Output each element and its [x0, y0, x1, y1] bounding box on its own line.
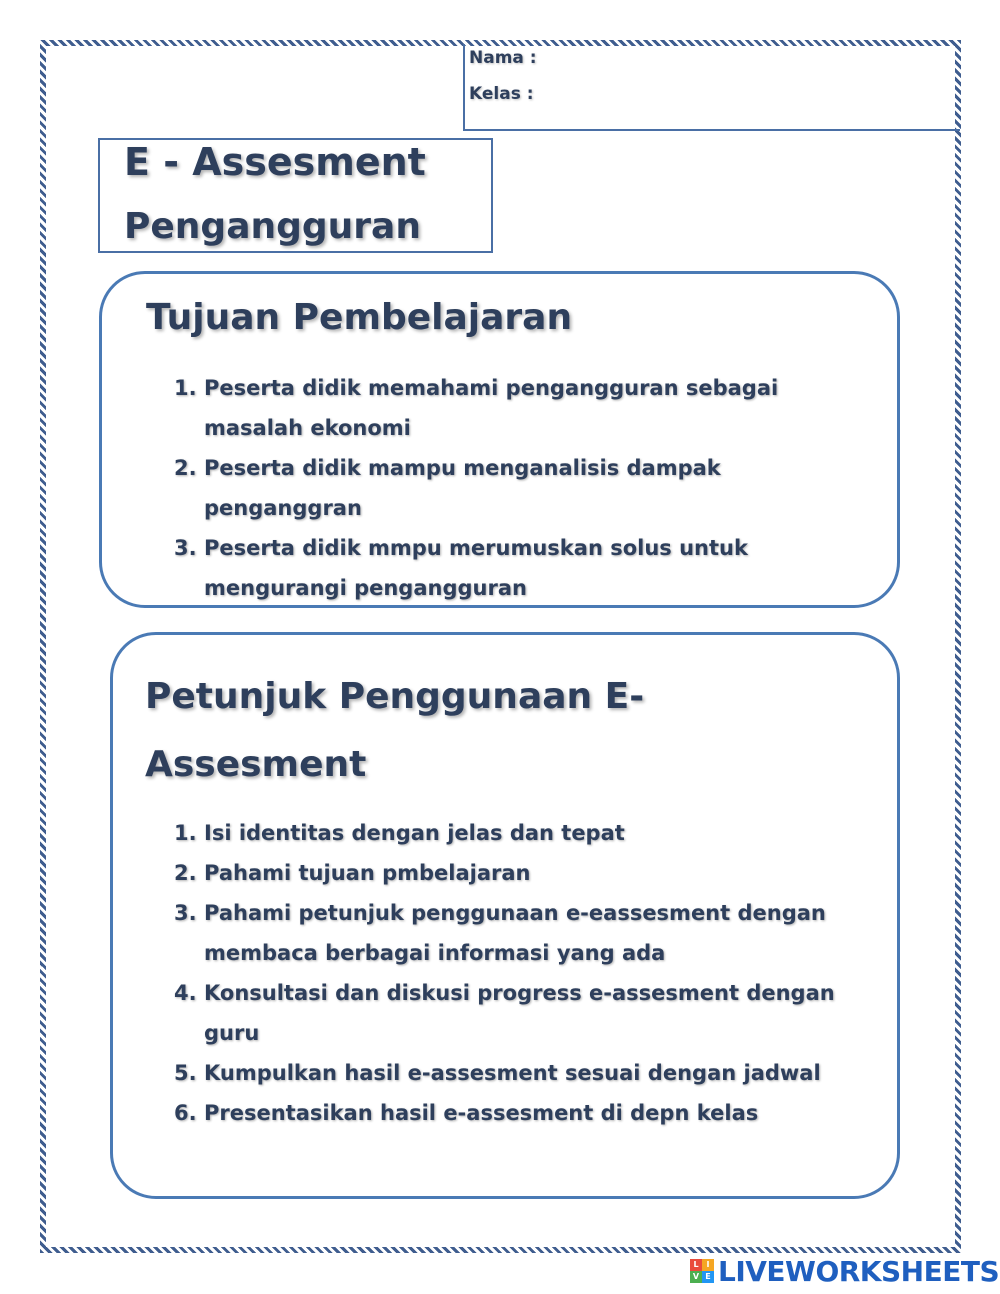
objectives-panel — [99, 271, 900, 608]
list-item: 4. Konsultasi dan diskusi progress e-assesment dengan guru — [174, 981, 835, 1045]
instructions-panel — [110, 632, 900, 1199]
objectives-heading: Tujuan Pembelajaran — [146, 297, 573, 338]
list-item: 5. Kumpulkan hasil e-assesment sesuai dengan jadwal — [174, 1061, 821, 1085]
name-label: Nama : — [469, 48, 537, 68]
title-line-1: E - Assesment — [124, 140, 426, 184]
list-item: 2. Peserta didik mampu menganalisis dampak penganggran — [174, 456, 721, 520]
liveworksheets-logo[interactable] — [690, 1254, 999, 1288]
identity-box — [463, 44, 960, 131]
liveworksheets-logo-icon: L I V E — [690, 1259, 714, 1283]
class-label: Kelas : — [469, 84, 534, 104]
list-item: 6. Presentasikan hasil e-assesment di depn kelas — [174, 1101, 759, 1125]
objectives-list — [174, 368, 824, 608]
title-box — [98, 138, 493, 253]
list-item: 1. Isi identitas dengan jelas dan tepat — [174, 821, 625, 845]
instructions-heading: Petunjuk Penggunaan E-Assesment — [145, 676, 645, 785]
list-item: 3. Peserta didik mmpu merumuskan solus untuk mengurangi pengangguran — [174, 536, 748, 600]
title-line-2: Pengangguran — [124, 206, 421, 247]
list-item: 2. Pahami tujuan pmbelajaran — [174, 861, 531, 885]
list-item: 1. Peserta didik memahami pengangguran sebagai masalah ekonomi — [174, 376, 779, 440]
list-item: 3. Pahami petunjuk penggunaan e-eassesment dengan membaca berbagai informasi yang ada — [174, 901, 826, 965]
instructions-list — [174, 813, 844, 1133]
logo-text: LIVEWORKSHEETS — [718, 1254, 1000, 1288]
